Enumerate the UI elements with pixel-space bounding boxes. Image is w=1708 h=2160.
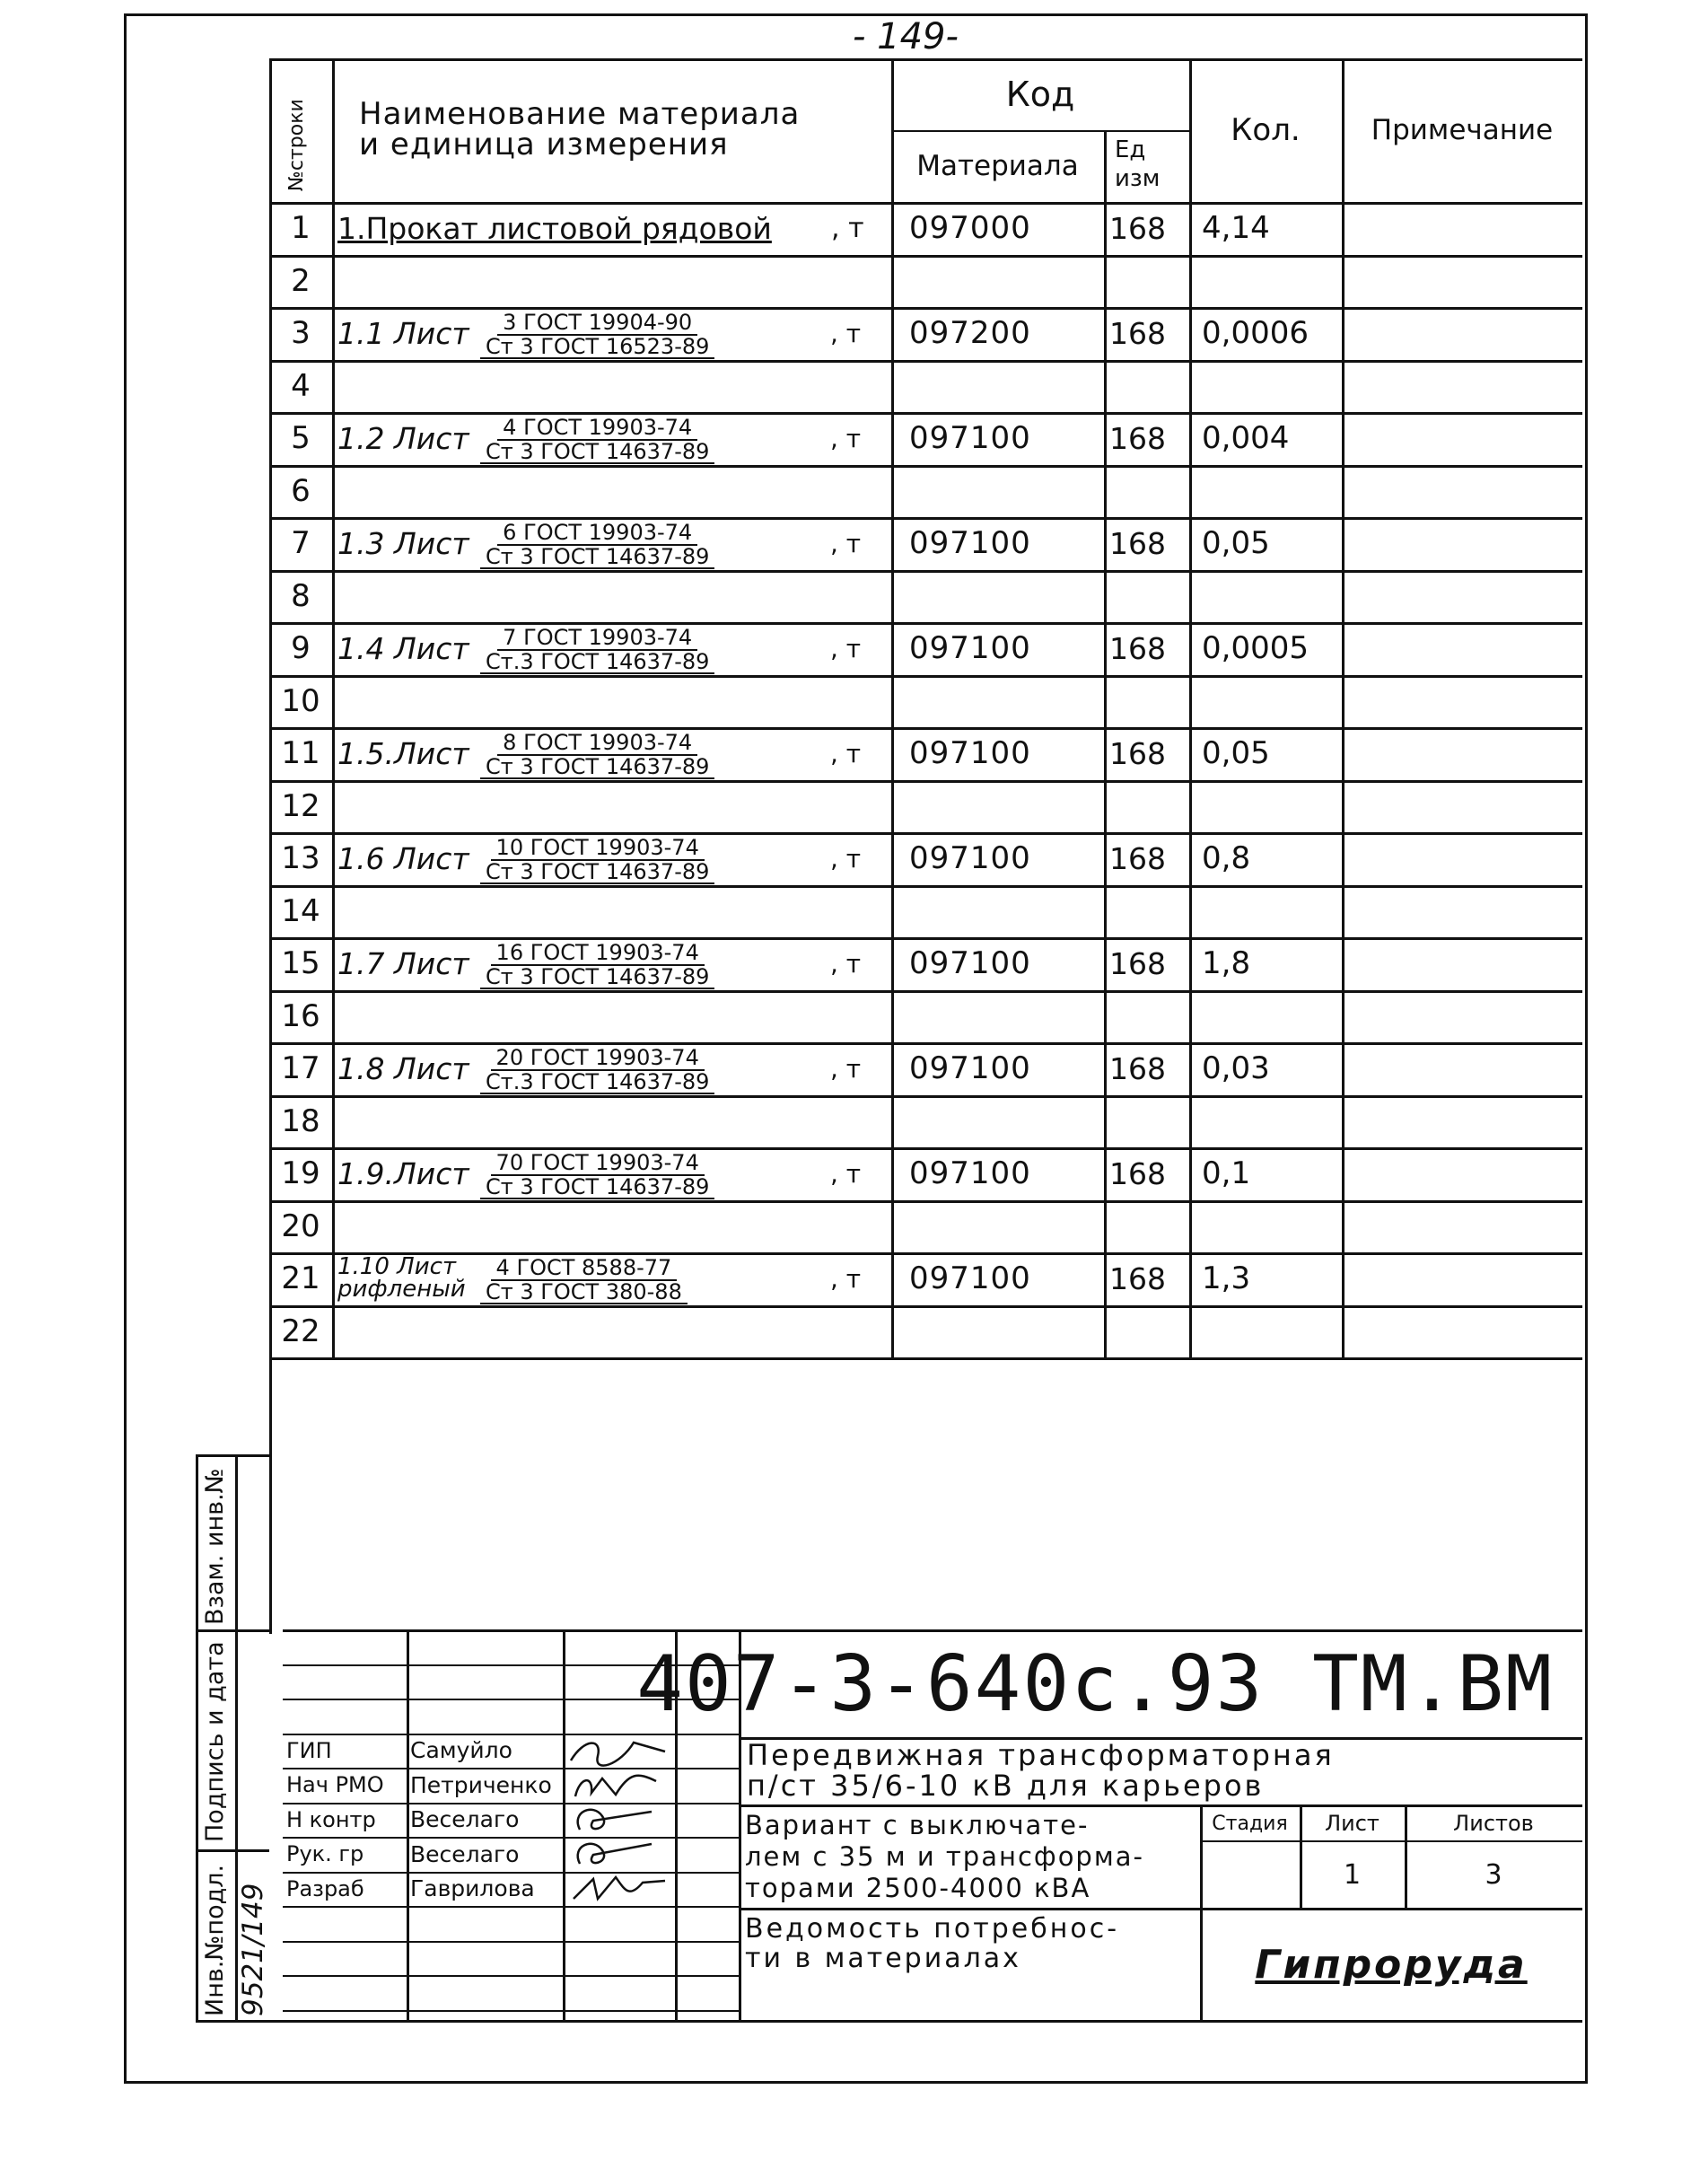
fraction-denominator: Ст 3 ГОСТ 14637-89 (480, 1176, 714, 1199)
row-number: 14 (281, 892, 320, 929)
table-row-line (269, 1095, 1582, 1098)
row-unit-code: 168 (1109, 945, 1166, 981)
row-quantity: 1,3 (1202, 1260, 1251, 1297)
header-code-material: Материала (916, 150, 1079, 182)
row-number: 7 (291, 525, 311, 562)
row-prefix: 1.9.Лист (337, 1155, 469, 1191)
row-fraction (480, 1256, 688, 1304)
row-code: 097100 (909, 1050, 1031, 1087)
title-block-row-line (283, 2010, 739, 2012)
row-code: 097100 (909, 420, 1031, 457)
person-role: ГИП (286, 1737, 332, 1763)
column-line-note (1342, 58, 1345, 1357)
row-number: 10 (281, 682, 320, 719)
signature-mark (566, 1734, 674, 1768)
row-fraction (480, 941, 714, 989)
signature-mark (566, 1872, 674, 1906)
row-unit-code: 168 (1109, 1260, 1166, 1296)
fraction-denominator: Ст 3 ГОСТ 16523-89 (480, 336, 714, 359)
row-number: 22 (281, 1313, 320, 1349)
row-unit-suffix: , т (830, 1263, 862, 1294)
row-quantity: 0,03 (1202, 1050, 1270, 1087)
row-quantity: 0,05 (1202, 735, 1270, 772)
row-code: 097100 (909, 525, 1031, 562)
row-prefix: 1.1 Лист (337, 315, 469, 351)
table-row-line (269, 675, 1582, 678)
stamp-inv-value: 9521/149 (237, 1883, 269, 2016)
fraction-numerator: 8 ГОСТ 19903-74 (497, 731, 697, 756)
stage-value (1200, 1842, 1300, 1908)
row-unit-suffix: , т (831, 212, 864, 244)
project-title: Передвижная трансформаторная п/ст 35/6-10 кВ для карьеров (747, 1738, 1335, 1803)
row-fraction (480, 521, 714, 569)
column-line-unit (1104, 130, 1107, 1357)
sheets-value: 3 (1485, 1859, 1502, 1891)
column-line-qty (1189, 58, 1192, 1357)
table-row-line (269, 1305, 1582, 1308)
row-code: 097100 (909, 840, 1031, 877)
signature-mark (566, 1803, 674, 1837)
side-stamp-left (196, 1454, 198, 2020)
person-name: Петриченко (410, 1771, 552, 1798)
column-line-code (891, 58, 894, 1357)
row-prefix: 1.5.Лист (337, 735, 469, 771)
row-unit-code: 168 (1109, 1050, 1166, 1086)
row-prefix: 1.3 Лист (337, 525, 469, 561)
signature-mark (566, 1768, 674, 1802)
stage-label: Стадия (1212, 1812, 1288, 1835)
fraction-numerator: 10 ГОСТ 19903-74 (491, 836, 705, 861)
person-name: Гаврилова (410, 1875, 535, 1902)
title-block-row-line (283, 1975, 739, 1977)
table-row-line (269, 780, 1582, 783)
fraction-numerator: 16 ГОСТ 19903-74 (491, 941, 705, 966)
row-code: 097100 (909, 630, 1031, 667)
person-role: Н контр (286, 1806, 376, 1832)
row-number: 11 (281, 735, 320, 772)
person-role: Рук. гр (286, 1841, 364, 1867)
document-code: 407-3-640с.93 ТМ.ВМ (636, 1638, 1554, 1729)
sheet-title: Ведомость потребнос- ти в материалах (745, 1913, 1120, 1974)
row-fraction (480, 731, 714, 779)
row-code: 097200 (909, 315, 1031, 352)
row-number: 6 (291, 472, 311, 509)
row-unit-suffix: , т (830, 528, 862, 558)
row-unit-code: 168 (1109, 840, 1166, 876)
fraction-numerator: 70 ГОСТ 19903-74 (491, 1151, 705, 1176)
row-unit-suffix: , т (830, 423, 862, 453)
fraction-denominator: Ст.3 ГОСТ 14637-89 (480, 1071, 714, 1094)
table-row-line (269, 465, 1582, 468)
fraction-numerator: 7 ГОСТ 19903-74 (497, 626, 697, 651)
column-line-name (332, 58, 335, 1357)
fraction-numerator: 6 ГОСТ 19903-74 (497, 521, 697, 546)
title-col-line (563, 1629, 565, 2020)
row-unit-code: 168 (1109, 735, 1166, 771)
sheet-label: Лист (1325, 1811, 1380, 1836)
side-stamp-divider (196, 1629, 269, 1632)
row-fraction (480, 311, 714, 359)
fraction-numerator: 4 ГОСТ 8588-77 (491, 1256, 678, 1281)
person-role: Разраб (286, 1875, 364, 1901)
sheets-label: Листов (1453, 1811, 1534, 1836)
row-title: 1.Прокат листовой рядовой (337, 210, 772, 246)
fraction-denominator: Ст 3 ГОСТ 380-88 (480, 1281, 688, 1304)
row-number: 3 (291, 315, 311, 352)
fraction-numerator: 3 ГОСТ 19904-90 (497, 311, 697, 336)
row-quantity: 0,8 (1202, 840, 1251, 877)
table-row-line (269, 1357, 1582, 1360)
side-stamp-divider (196, 1849, 269, 1852)
header-code: Код (1005, 75, 1075, 114)
row-prefix: 1.2 Лист (337, 420, 469, 456)
title-block-row-line (283, 1941, 739, 1943)
row-quantity: 4,14 (1202, 210, 1270, 247)
table-row-line (269, 1200, 1582, 1203)
row-quantity: 0,0006 (1202, 315, 1309, 352)
person-name: Самуйло (410, 1737, 512, 1764)
page-number: - 149- (853, 16, 959, 57)
row-unit-code: 168 (1109, 420, 1166, 456)
row-fraction (480, 836, 714, 884)
row-unit-suffix: , т (830, 318, 862, 348)
row-unit-code: 168 (1109, 630, 1166, 666)
row-unit-suffix: , т (830, 843, 862, 874)
row-number: 19 (281, 1155, 320, 1192)
row-number: 21 (281, 1260, 320, 1297)
fraction-denominator: Ст 3 ГОСТ 14637-89 (480, 441, 714, 464)
header-code-unit: Ед изм (1115, 136, 1161, 192)
table-row-line (269, 570, 1582, 573)
row-number: 4 (291, 367, 311, 404)
row-unit-code: 168 (1109, 525, 1166, 561)
fraction-numerator: 20 ГОСТ 19903-74 (491, 1046, 705, 1071)
row-code: 097100 (909, 945, 1031, 982)
header-qty: Кол. (1231, 112, 1301, 148)
header-row-no: №строки (285, 99, 308, 191)
row-prefix: 1.4 Лист (337, 630, 469, 666)
table-row-line (269, 885, 1582, 888)
stamp-podpis-label: Подпись и дата (201, 1641, 229, 1842)
row-number: 2 (291, 262, 311, 299)
row-number: 20 (281, 1207, 320, 1244)
person-name: Веселаго (410, 1806, 520, 1833)
row-number: 9 (291, 630, 311, 667)
row-unit-code: 168 (1109, 1155, 1166, 1191)
title-block-row-line (283, 1906, 739, 1908)
table-row-line (269, 360, 1582, 363)
fraction-denominator: Ст 3 ГОСТ 14637-89 (480, 861, 714, 884)
row-prefix: 1.7 Лист (337, 945, 469, 981)
row-unit-suffix: , т (830, 738, 862, 768)
row-unit-suffix: , т (830, 1053, 862, 1084)
row-number: 17 (281, 1050, 320, 1087)
fraction-denominator: Ст 3 ГОСТ 14637-89 (480, 756, 714, 779)
stamp-inv-label: Инв.№подл. (201, 1864, 229, 2016)
table-row-line (269, 990, 1582, 993)
side-stamp-top (196, 1454, 269, 1457)
row-unit-code: 168 (1109, 210, 1166, 246)
signature-mark (566, 1837, 674, 1871)
person-role: Нач РМО (286, 1772, 384, 1798)
row-number: 12 (281, 787, 320, 824)
row-unit-code: 168 (1109, 315, 1166, 351)
row-fraction (480, 1151, 714, 1199)
row-code: 097100 (909, 1260, 1031, 1297)
fraction-denominator: Ст.3 ГОСТ 14637-89 (480, 651, 714, 674)
row-number: 13 (281, 840, 320, 877)
row-number: 8 (291, 577, 311, 614)
row-prefix: 1.6 Лист (337, 840, 469, 876)
row-unit-suffix: , т (830, 633, 862, 663)
fraction-numerator: 4 ГОСТ 19903-74 (497, 416, 697, 441)
row-fraction (480, 626, 714, 674)
row-prefix: 1.10 Лист рифленый (337, 1253, 466, 1304)
row-quantity: 0,0005 (1202, 630, 1309, 667)
row-unit-suffix: , т (830, 948, 862, 979)
row-fraction (480, 416, 714, 464)
row-code: 097100 (909, 735, 1031, 772)
row-prefix: 1.8 Лист (337, 1050, 469, 1086)
row-quantity: 0,05 (1202, 525, 1270, 562)
person-name: Веселаго (410, 1840, 520, 1867)
row-quantity: 0,1 (1202, 1155, 1251, 1192)
row-number: 18 (281, 1102, 320, 1139)
variant-description: Вариант с выключате- лем с 35 м и трансформа- торами 2500-4000 кВА (745, 1810, 1144, 1903)
sheet-value: 1 (1343, 1859, 1362, 1891)
row-fraction (480, 1046, 714, 1094)
row-code: 097100 (909, 1155, 1031, 1192)
fraction-denominator: Ст 3 ГОСТ 14637-89 (480, 966, 714, 989)
row-number: 16 (281, 997, 320, 1034)
fraction-denominator: Ст 3 ГОСТ 14637-89 (480, 546, 714, 569)
organization-name: Гипроруда (1255, 1941, 1528, 1988)
row-unit-suffix: , т (830, 1158, 862, 1189)
title-col-line (407, 1629, 409, 2020)
row-number: 1 (291, 210, 311, 247)
row-quantity: 0,004 (1202, 420, 1290, 457)
row-number: 15 (281, 945, 320, 982)
row-quantity: 1,8 (1202, 945, 1251, 982)
stamp-vzam-label: Взам. инв.№ (201, 1468, 229, 1625)
bottom-line (196, 2020, 1582, 2023)
header-note: Примечание (1371, 114, 1554, 146)
row-number: 5 (291, 420, 311, 457)
table-row-line (269, 255, 1582, 258)
row-code: 097000 (909, 210, 1031, 247)
header-name: Наименование материала и единица измерения (359, 96, 801, 162)
